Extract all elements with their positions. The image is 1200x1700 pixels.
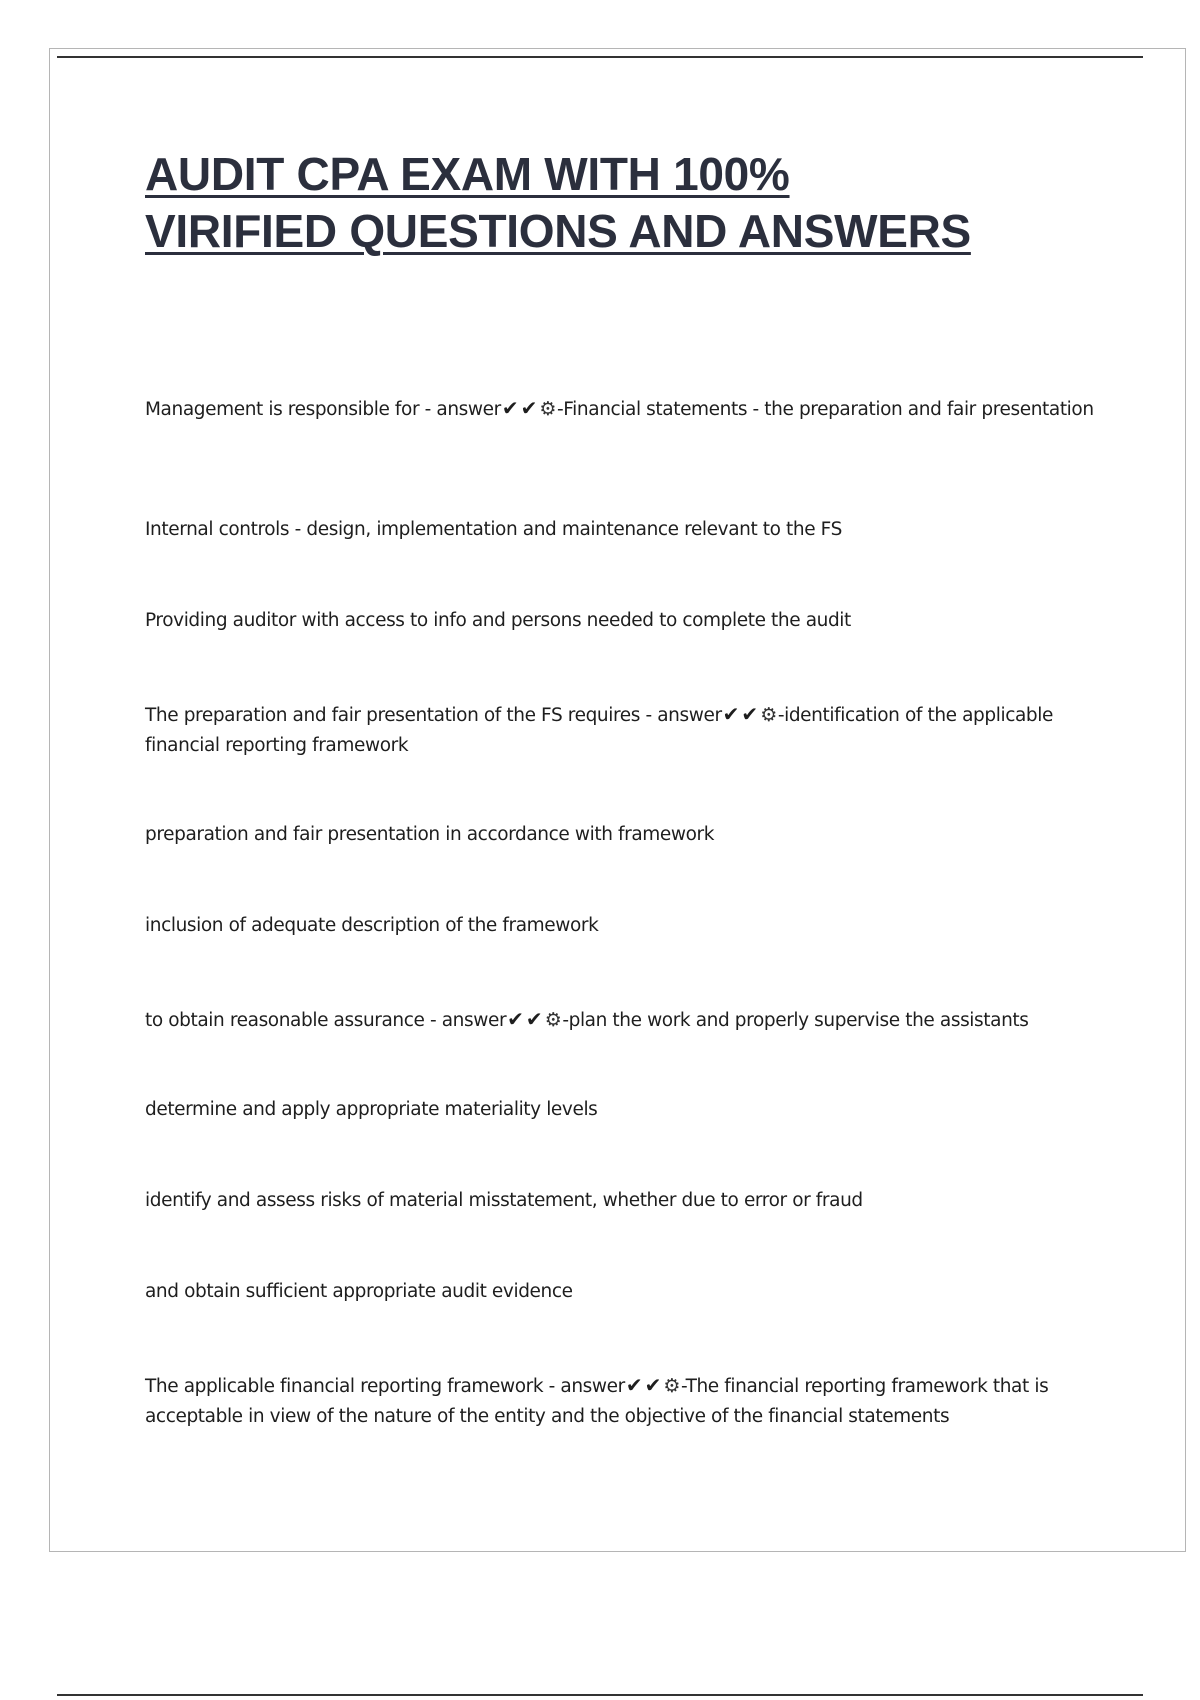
sparkle-icon: ⚙ xyxy=(539,398,557,420)
line-text: identify and assess risks of material misstatement, whether due to error or fraud xyxy=(145,1190,863,1211)
qa-item xyxy=(145,820,1095,850)
qa-item xyxy=(145,1370,1095,1432)
check-icon: ✔ xyxy=(501,396,519,420)
title-line-2: VIRIFIED QUESTIONS AND ANSWERS xyxy=(145,205,971,257)
answer-text: -Financial statements - the preparation and fair presentation xyxy=(557,399,1094,420)
line-text: determine and apply appropriate materiality levels xyxy=(145,1099,598,1120)
check-icon: ✔ xyxy=(741,702,759,726)
qa-item xyxy=(145,606,1095,636)
answer-text: -plan the work and properly supervise the assistants xyxy=(562,1010,1029,1031)
answer-text: -identification of the applicable financial reporting framework xyxy=(145,705,1053,756)
check-icon: ✔ xyxy=(625,1373,643,1397)
answer-text: -The financial reporting framework that is acceptable in view of the nature of the entity and the objective of the financial statements xyxy=(145,1376,1049,1427)
question-text: to obtain reasonable assurance - answer xyxy=(145,1010,507,1031)
check-icon: ✔ xyxy=(525,1007,543,1031)
qa-item xyxy=(145,1186,1095,1216)
qa-item xyxy=(145,1277,1095,1307)
qa-item xyxy=(145,911,1095,941)
top-rule xyxy=(57,56,1143,58)
check-icon: ✔ xyxy=(722,702,740,726)
line-text: Providing auditor with access to info and persons needed to complete the audit xyxy=(145,610,851,631)
qa-item xyxy=(145,1004,1095,1036)
title-line-1: AUDIT CPA EXAM WITH 100% xyxy=(145,148,790,200)
document-title xyxy=(145,146,1095,260)
line-text: preparation and fair presentation in accordance with framework xyxy=(145,824,715,845)
question-text: Management is responsible for - answer xyxy=(145,399,501,420)
sparkle-icon: ⚙ xyxy=(663,1375,680,1397)
qa-item xyxy=(145,393,1095,425)
sparkle-icon: ⚙ xyxy=(760,704,777,726)
qa-item xyxy=(145,1095,1095,1125)
bottom-rule xyxy=(57,1694,1143,1696)
line-text: Internal controls - design, implementation and maintenance relevant to the FS xyxy=(145,519,842,540)
check-icon: ✔ xyxy=(644,1373,662,1397)
line-text: inclusion of adequate description of the framework xyxy=(145,915,599,936)
check-icon: ✔ xyxy=(507,1007,524,1031)
check-icon: ✔ xyxy=(520,396,538,420)
question-text: The preparation and fair presentation of the FS requires - answer xyxy=(145,705,722,726)
page-frame xyxy=(49,48,1186,1552)
qa-item xyxy=(145,515,1095,545)
sparkle-icon: ⚙ xyxy=(544,1009,562,1031)
qa-item xyxy=(145,699,1095,761)
line-text: and obtain sufficient appropriate audit evidence xyxy=(145,1281,573,1302)
question-text: The applicable financial reporting framework - answer xyxy=(145,1376,625,1397)
